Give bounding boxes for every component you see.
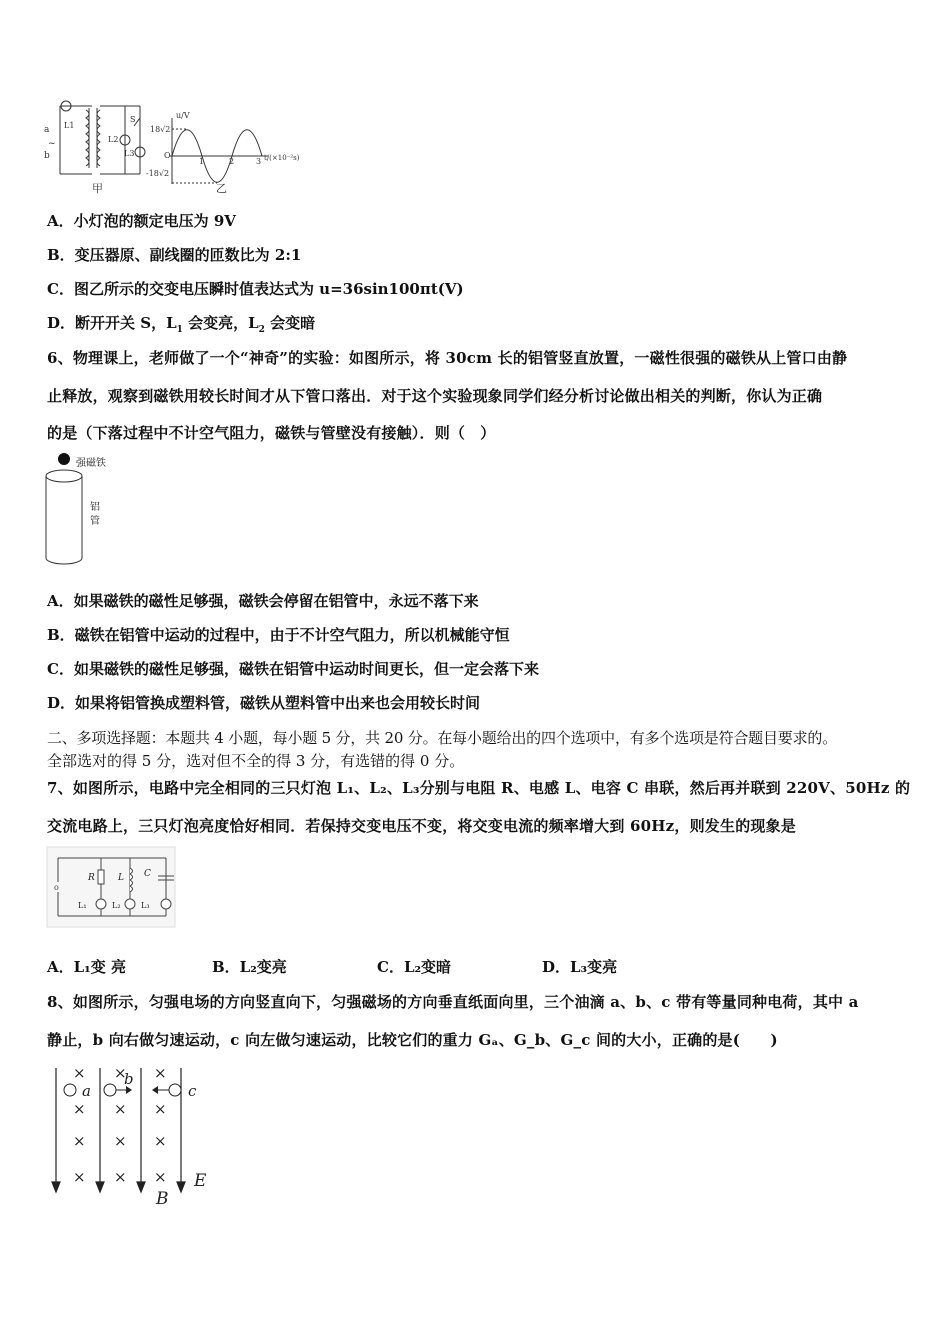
lamp-l2-label: L₂ xyxy=(112,901,121,910)
svg-text:×: × xyxy=(114,1064,127,1082)
svg-text:×: × xyxy=(114,1168,127,1186)
label-c: c xyxy=(188,1082,197,1100)
y-bottom-label: -18√2 xyxy=(146,169,170,178)
section2-heading-line1: 二、多项选择题：本题共 4 小题，每小题 5 分，共 20 分。在每小题给出的四个选项中，有多个选项是符合题目要求的。 xyxy=(47,729,837,747)
q6-stem-line3: 的是（下落过程中不计空气阻力，磁铁与管壁没有接触）．则（ ） xyxy=(47,424,496,442)
origin-label: O xyxy=(164,151,171,160)
q6-option-c: C．如果磁铁的磁性足够强，磁铁在铝管中运动时间更长，但一定会落下来 xyxy=(47,660,539,678)
rlc-circuit-figure xyxy=(46,846,176,928)
svg-text:×: × xyxy=(154,1168,167,1186)
svg-text:o: o xyxy=(54,883,59,892)
inductor-label: L xyxy=(118,873,124,883)
lamp-l1-label: L1 xyxy=(64,121,75,130)
resistor-label: R xyxy=(88,873,95,883)
label-b-field: B xyxy=(156,1189,169,1208)
svg-text:×: × xyxy=(73,1064,86,1082)
q5-option-d: D．断开开关 S，$L_1$ 会变亮，$L_2$ 会变暗 xyxy=(47,314,316,335)
q7-option-c: C．L₂变暗 xyxy=(377,958,452,976)
droplet-a xyxy=(64,1084,76,1096)
svg-text:×: × xyxy=(154,1064,167,1082)
q5-option-a: A．小灯泡的额定电压为 9V xyxy=(47,212,236,230)
terminal-a-label: a xyxy=(44,125,50,135)
q7-option-a: A．L₁变 亮 xyxy=(47,958,126,976)
q5-option-b: B．变压器原、副线圈的匝数比为 2:1 xyxy=(47,246,302,264)
q6-stem-line2: 止释放，观察到磁铁用较长时间才从下管口落出．对于这个实验现象同学们经分析讨论做出相关的判断，你认为正确 xyxy=(47,387,823,405)
terminal-b-label: b xyxy=(44,151,50,161)
q6-option-b: B．磁铁在铝管中运动的过程中，由于不计空气阻力，所以机械能守恒 xyxy=(47,626,510,644)
svg-text:×: × xyxy=(154,1100,167,1118)
svg-text:~: ~ xyxy=(48,139,56,149)
lamp-l1-label: L₁ xyxy=(78,901,87,910)
q6-option-a: A．如果磁铁的磁性足够强，磁铁会停留在铝管中，永远不落下来 xyxy=(47,592,479,610)
u-axis-label: u/V xyxy=(176,111,190,120)
label-a: a xyxy=(82,1082,91,1100)
label-b: b xyxy=(124,1070,134,1088)
q7-option-d: D．L₃变亮 xyxy=(542,958,618,976)
label-e: E xyxy=(194,1171,207,1191)
y-top-label: 18√2 xyxy=(150,125,171,134)
q6-stem-line1: 6、物理课上，老师做了一个“神奇”的实验：如图所示，将 30cm 长的铝管竖直放置，一磁性很强的磁铁从上管口由静 xyxy=(47,349,848,367)
figure-jia-label: 甲 xyxy=(92,182,103,195)
q8-stem-line1: 8、如图所示，匀强电场的方向竖直向下，匀强磁场的方向垂直纸面向里，三个油滴 a、b、c 带有等量同种电荷，其中 a xyxy=(47,993,859,1011)
magnet-label: 强磁铁 xyxy=(76,458,106,469)
switch-s-label: S xyxy=(130,115,136,124)
q8-stem-line2: 静止，b 向右做匀速运动，c 向左做匀速运动，比较它们的重力 Gₐ、G_b、G_c 间的大小，正确的是( ) xyxy=(47,1031,778,1049)
tube-label-2: 管 xyxy=(90,516,100,527)
droplet-c xyxy=(169,1084,181,1096)
svg-text:×: × xyxy=(73,1132,86,1150)
q5-option-c: C．图乙所示的交变电压瞬时值表达式为 u=36sin100πt(V) xyxy=(47,280,464,298)
magnet-ball xyxy=(58,453,70,465)
q6-option-d: D．如果将铝管换成塑料管，磁铁从塑料管中出来也会用较长时间 xyxy=(47,694,481,712)
tick-1: 1 xyxy=(199,157,205,166)
t-axis-label: t/(×10⁻²s) xyxy=(264,154,300,162)
tick-3: 3 xyxy=(256,157,262,166)
transformer-figure xyxy=(40,96,310,196)
q7-stem-line2: 交流电路上，三只灯泡亮度恰好相同．若保持交变电压不变，将交变电流的频率增大到 60Hz，则发生的现象是 xyxy=(47,817,796,835)
lamp-l3-label: L₃ xyxy=(141,901,150,910)
svg-text:×: × xyxy=(114,1132,127,1150)
svg-text:×: × xyxy=(114,1100,127,1118)
lamp-l2-label: L2 xyxy=(108,135,119,144)
field-figure xyxy=(48,1064,218,1208)
lamp-l3-label: L3 xyxy=(124,149,135,158)
svg-text:×: × xyxy=(154,1132,167,1150)
svg-text:×: × xyxy=(73,1100,86,1118)
tube-label-1: 铝 xyxy=(90,502,100,513)
tick-2: 2 xyxy=(229,157,235,166)
q7-stem-line1: 7、如图所示，电路中完全相同的三只灯泡 L₁、L₂、L₃分别与电阻 R、电感 L、电容 C 串联，然后再并联到 220V、50Hz 的 xyxy=(47,779,911,797)
aluminum-tube-figure xyxy=(42,452,122,568)
svg-text:×: × xyxy=(73,1168,86,1186)
figure-yi-label: 乙 xyxy=(216,182,227,195)
droplet-b xyxy=(104,1084,116,1096)
section2-heading-line2: 全部选对的得 5 分，选对但不全的得 3 分，有选错的得 0 分。 xyxy=(47,752,465,770)
capacitor-label: C xyxy=(144,869,151,879)
q7-option-b: B．L₂变亮 xyxy=(212,958,287,976)
